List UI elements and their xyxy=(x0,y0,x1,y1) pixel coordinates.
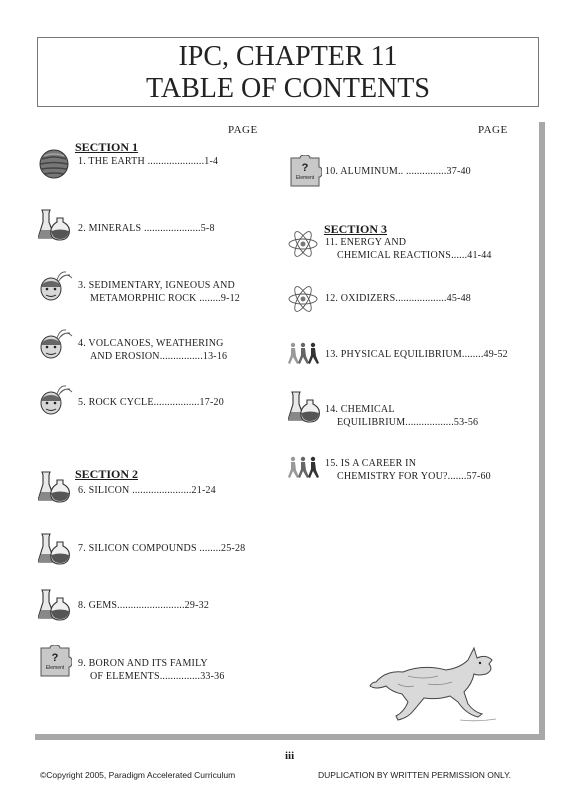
puzzle-question-mark: ? xyxy=(301,162,309,174)
permission-notice: DUPLICATION BY WRITTEN PERMISSION ONLY. xyxy=(318,770,512,780)
section-2-heading: SECTION 2 xyxy=(75,467,139,481)
toc-entry-1[interactable]: 1. THE EARTH .....................1-4 xyxy=(78,156,219,167)
page-label-left: PAGE xyxy=(228,124,258,136)
toc-entry-12[interactable]: 12. OXIDIZERS...................45-48 xyxy=(325,293,472,304)
title-box xyxy=(37,37,539,107)
atom-icon xyxy=(287,230,319,258)
toc-entry-6[interactable]: 6. SILICON ......................21-24 xyxy=(78,485,216,496)
section-1-heading: SECTION 1 xyxy=(75,140,139,154)
flask-icon xyxy=(38,588,72,622)
toc-entry-11-line-1: 11. ENERGY AND xyxy=(325,237,407,248)
element-puzzle-icon xyxy=(38,645,72,679)
copyright-notice: ©Copyright 2005, Paradigm Accelerated Curriculum xyxy=(40,770,236,780)
toc-entry-11-line-2: CHEMICAL REACTIONS......41-44 xyxy=(337,250,492,261)
runners-icon xyxy=(288,455,322,479)
atom-icon xyxy=(287,285,319,313)
toc-entry-14[interactable] xyxy=(325,403,478,429)
puzzle-question-mark: ? xyxy=(51,652,59,664)
flask-icon xyxy=(38,208,72,242)
toc-entry-15-line-1: 15. IS A CAREER IN xyxy=(325,458,417,469)
toc-entry-9[interactable] xyxy=(78,657,225,683)
toc-entry-4-line-1: 4. VOLCANOES, WEATHERING xyxy=(78,338,224,349)
toc-entry-9-line-1: 9. BORON AND ITS FAMILY xyxy=(78,658,208,669)
toc-entry-4[interactable] xyxy=(78,337,227,363)
puzzle-element-word: Element xyxy=(45,665,65,671)
element-puzzle-icon xyxy=(288,155,322,189)
toc-entry-10[interactable]: 10. ALUMINUM.. ...............37-40 xyxy=(325,166,471,177)
title-line-2: TABLE OF CONTENTS xyxy=(146,73,430,104)
earth-icon xyxy=(38,148,70,180)
running-wolf-illustration xyxy=(368,640,503,725)
page-number: iii xyxy=(285,750,295,762)
runners-icon xyxy=(288,341,322,365)
flask-icon xyxy=(38,532,72,566)
toc-entry-8[interactable]: 8. GEMS.........................29-32 xyxy=(78,600,210,611)
volcano-head-icon xyxy=(36,328,74,360)
volcano-head-icon xyxy=(36,270,74,302)
toc-entry-7[interactable]: 7. SILICON COMPOUNDS ........25-28 xyxy=(78,543,246,554)
toc-entry-14-line-1: 14. CHEMICAL xyxy=(325,404,395,415)
section-3-heading: SECTION 3 xyxy=(324,222,388,236)
toc-entry-14-line-2: EQUILIBRIUM..................53-56 xyxy=(337,417,479,428)
volcano-head-icon xyxy=(36,384,74,416)
toc-entry-5[interactable]: 5. ROCK CYCLE.................17-20 xyxy=(78,397,224,408)
toc-entry-15-line-2: CHEMISTRY FOR YOU?.......57-60 xyxy=(337,471,491,482)
title-line-1: IPC, CHAPTER 11 xyxy=(178,41,398,72)
toc-entry-15[interactable] xyxy=(325,457,491,483)
puzzle-element-word: Element xyxy=(295,175,315,181)
page-label-right: PAGE xyxy=(478,124,508,136)
toc-entry-3-line-1: 3. SEDIMENTARY, IGNEOUS AND xyxy=(78,280,235,291)
toc-entry-2[interactable]: 2. MINERALS .....................5-8 xyxy=(78,223,215,234)
flask-icon xyxy=(38,470,72,504)
toc-entry-4-line-2: AND EROSION................13-16 xyxy=(90,351,228,362)
toc-entry-9-line-2: OF ELEMENTS...............33-36 xyxy=(90,671,225,682)
toc-entry-13[interactable]: 13. PHYSICAL EQUILIBRIUM........49-52 xyxy=(325,349,508,360)
toc-entry-3[interactable] xyxy=(78,279,240,305)
toc-entry-3-line-2: METAMORPHIC ROCK ........9-12 xyxy=(90,293,241,304)
toc-entry-11[interactable] xyxy=(325,236,492,262)
flask-icon xyxy=(288,390,322,424)
